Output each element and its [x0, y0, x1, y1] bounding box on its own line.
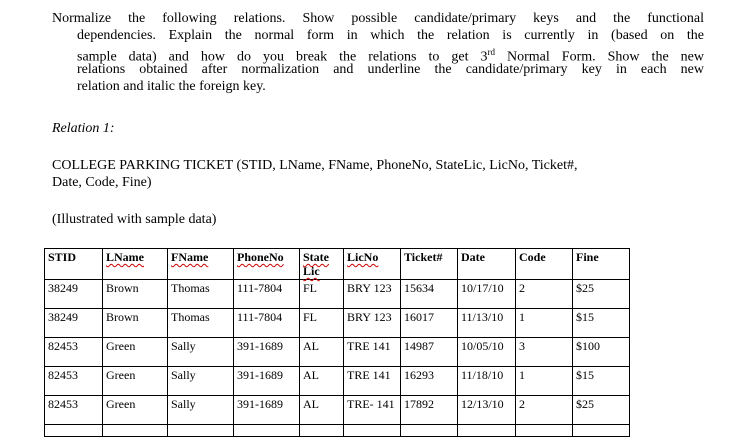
table-cell: Brown: [103, 309, 168, 338]
table-cell: $25: [573, 396, 630, 425]
table-cell: 2: [516, 280, 573, 309]
column-header: [344, 249, 401, 280]
header-label: Fine: [576, 250, 599, 264]
empty-cell: [234, 425, 300, 437]
text: sample data) and how do you break the relations to get 3: [77, 49, 488, 65]
relation-definition: COLLEGE PARKING TICKET (STID, LName, FName, PhoneNo, StateLic, LicNo, Ticket#,: [52, 158, 578, 173]
column-header: [45, 249, 103, 280]
table-cell: 17892: [401, 396, 458, 425]
table-cell: $100: [573, 338, 630, 367]
table-cell: 1: [516, 309, 573, 338]
table-cell: 111-7804: [234, 280, 300, 309]
header-label: Ticket#: [404, 250, 443, 264]
empty-row: [45, 425, 630, 437]
table-cell: Green: [103, 338, 168, 367]
sample-data-table: [44, 248, 630, 437]
empty-cell: [401, 425, 458, 437]
column-header: [300, 249, 344, 280]
column-header: [516, 249, 573, 280]
empty-cell: [300, 425, 344, 437]
instruction-line: relation and italic the foreign key.: [77, 79, 266, 94]
table-cell: 12/13/10: [458, 396, 516, 425]
table-cell: FL: [300, 280, 344, 309]
header-label: PhoneNo: [237, 250, 284, 264]
table-cell: BRY 123: [344, 309, 401, 338]
instruction-line: relations obtained after normalization and underline the candidate/primary key in each new: [77, 62, 704, 77]
empty-cell: [458, 425, 516, 437]
empty-cell: [516, 425, 573, 437]
table-row: [45, 280, 630, 309]
table-cell: Sally: [168, 338, 234, 367]
table-row: [45, 367, 630, 396]
table-cell: AL: [300, 396, 344, 425]
table-cell: 16293: [401, 367, 458, 396]
table-cell: AL: [300, 367, 344, 396]
table-cell: $15: [573, 367, 630, 396]
empty-cell: [168, 425, 234, 437]
table-cell: 14987: [401, 338, 458, 367]
table-cell: 2: [516, 396, 573, 425]
table-cell: 1: [516, 367, 573, 396]
table-cell: 15634: [401, 280, 458, 309]
header-label: FName: [171, 250, 209, 264]
table-row: [45, 396, 630, 425]
empty-cell: [103, 425, 168, 437]
table-cell: 82453: [45, 367, 103, 396]
header-label: Code: [519, 250, 546, 264]
table-cell: 111-7804: [234, 309, 300, 338]
table-cell: Thomas: [168, 280, 234, 309]
header-label: LicNo: [347, 250, 379, 264]
table-cell: Thomas: [168, 309, 234, 338]
column-header: [573, 249, 630, 280]
empty-cell: [45, 425, 103, 437]
superscript: rd: [487, 47, 495, 57]
table-cell: $15: [573, 309, 630, 338]
table-cell: 38249: [45, 280, 103, 309]
table-cell: 82453: [45, 396, 103, 425]
table-cell: Sally: [168, 396, 234, 425]
column-header: [401, 249, 458, 280]
table-cell: 10/17/10: [458, 280, 516, 309]
table-cell: 11/13/10: [458, 309, 516, 338]
table-cell: Sally: [168, 367, 234, 396]
table-cell: TRE 141: [344, 338, 401, 367]
table-cell: 16017: [401, 309, 458, 338]
column-header: [168, 249, 234, 280]
empty-cell: [344, 425, 401, 437]
table-row: [45, 338, 630, 367]
table-cell: Brown: [103, 280, 168, 309]
table-cell: Green: [103, 396, 168, 425]
table-cell: 82453: [45, 338, 103, 367]
header-label: State Lic: [303, 250, 329, 278]
table-cell: 3: [516, 338, 573, 367]
table-cell: 391-1689: [234, 396, 300, 425]
table-cell: Green: [103, 367, 168, 396]
table-cell: TRE- 141: [344, 396, 401, 425]
table-cell: BRY 123: [344, 280, 401, 309]
table-cell: AL: [300, 338, 344, 367]
column-header: [458, 249, 516, 280]
table-cell: TRE 141: [344, 367, 401, 396]
relation-label: Relation 1:: [52, 121, 115, 136]
table-cell: 11/18/10: [458, 367, 516, 396]
table-cell: 38249: [45, 309, 103, 338]
table-cell: 10/05/10: [458, 338, 516, 367]
instruction-line: Normalize the following relations. Show possible candidate/primary keys and the functional: [52, 11, 704, 26]
header-label: LName: [106, 250, 144, 264]
illustrated-caption: (Illustrated with sample data): [52, 212, 217, 227]
relation-definition-cont: Date, Code, Fine): [52, 175, 152, 190]
column-header: [103, 249, 168, 280]
header-label: Date: [461, 250, 485, 264]
table-cell: 391-1689: [234, 367, 300, 396]
empty-cell: [573, 425, 630, 437]
text: Normal Form. Show the new: [495, 49, 704, 65]
instruction-line: dependencies. Explain the normal form in which the relation is currently in (based on the: [77, 28, 704, 43]
table-cell: $25: [573, 280, 630, 309]
header-label: STID: [48, 250, 77, 264]
table-row: [45, 309, 630, 338]
column-header: [234, 249, 300, 280]
table-cell: FL: [300, 309, 344, 338]
table-cell: 391-1689: [234, 338, 300, 367]
